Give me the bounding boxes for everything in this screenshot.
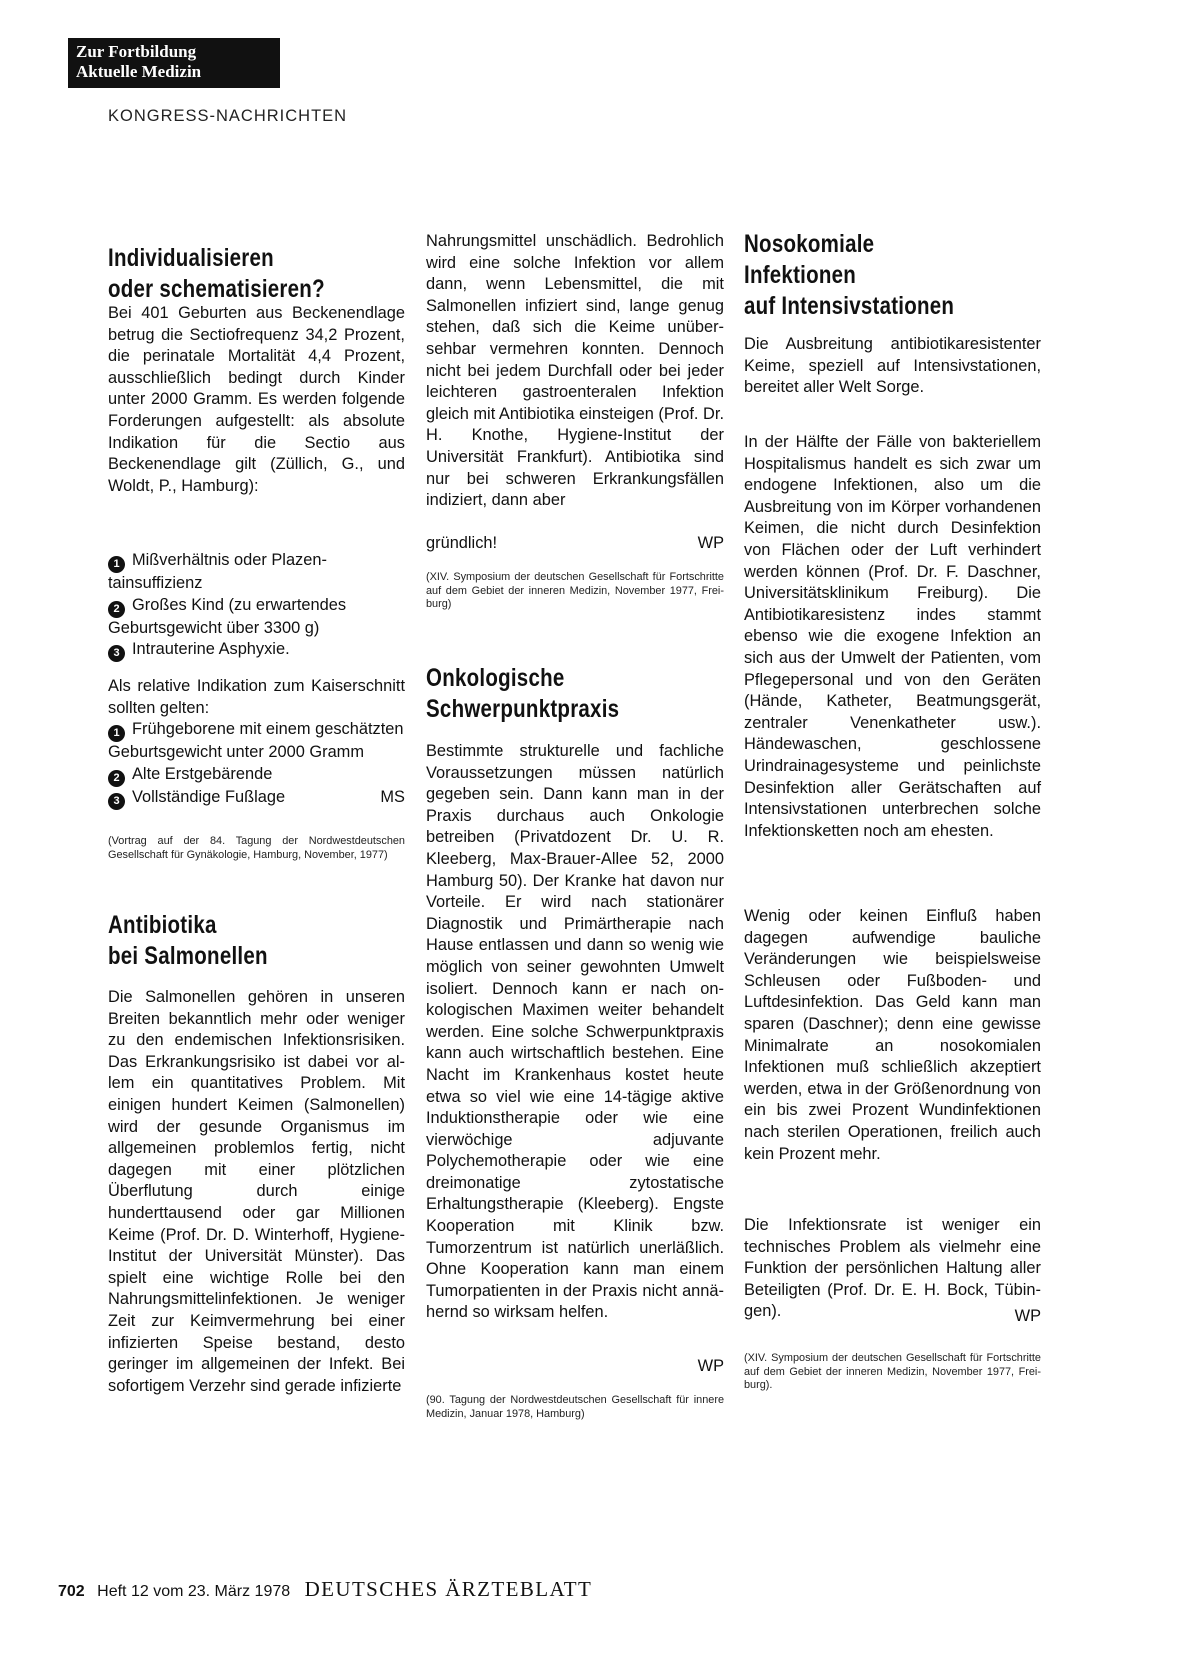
author-signature: WP (1014, 1307, 1041, 1325)
article-paragraph: Die Ausbreitung antibiotikaresistenter Keime, speziell auf Intensivstationen, bereitet aller Welt Sorge. (744, 335, 1041, 397)
headline-line: oder schematisieren? (108, 275, 325, 303)
headline-line: bei Salmonellen (108, 942, 268, 970)
article-paragraph: Nahrungsmittel unschädlich. Bedrohlich wird eine solche Infektion vor allem dann, wenn Lebensmittel, die mit Salmonellen infiziert sind, lange genug stehen, daß sich die Keime unübersehbar vermehren konnten. Dennoch nicht bei jedem Durchfall oder bei jeder leichteren gastroenteralen Infektion gleich mit Antibiotika einsteigen (Prof. Dr. H. Knothe, Hygiene-Institut der Universität Frankfurt). Antibiotika sind nur bei schweren Erkrankungsfällen indiziert, dann aber (426, 232, 724, 510)
magazine-title: DEUTSCHES ÄRZTEBLATT (304, 1577, 593, 1601)
headline-nosokomiale (744, 229, 988, 322)
number-2-badge: 2 (108, 601, 125, 618)
headline-line: Nosokomiale (744, 230, 875, 258)
article-paragraph: Wenig oder keinen Einfluß haben dagegen aufwendige bauliche Veränderungen wie beispielsweise Schleusen oder Fußboden- und Luftdesinfektion. Das Geld kann man sparen (Daschner); denn eine gewisse Minimalrate an nosokomialen Infektionen muß schließlich akzeptiert werden, etwa in der Größenordnung von ein bis zwei Prozent Wundinfektionen nach sterilen Operationen, freilich auch kein Prozent mehr. (744, 907, 1041, 1163)
author-signature: MS (380, 787, 405, 806)
source-note: (Vortrag auf der 84. Tagung der Nordwestdeutschen Gesellschaft für Gynäkologie, Hamburg, November, 1977) (108, 835, 405, 861)
headline-line: auf Intensivstationen (744, 292, 955, 320)
source-note: (90. Tagung der Nordwestdeutschen Gesellschaft für innere Medizin, Januar 1978, Hamburg) (426, 1394, 724, 1420)
list-item: 1 Mißverhältnis oder Plazentainsuffizienz (108, 551, 327, 592)
source-note: (XIV. Symposium der deutschen Gesellschaft für Fortschritte auf dem Gebiet der inneren Medizin, November 1977, Freiburg). (744, 1352, 1041, 1392)
relative-indications (108, 676, 405, 810)
headline-individualisieren (108, 243, 352, 305)
list-item: 3 Intrauterine Asphyxie. (108, 639, 405, 662)
category-line-2: Aktuelle Medizin (76, 62, 202, 81)
section-title: KONGRESS-NACHRICHTEN (108, 107, 348, 125)
absolute-indications-list (108, 550, 405, 662)
number-1-badge: 1 (108, 725, 125, 742)
list-item: 1 Frühgeborene mit einem geschätzten Geburtsgewicht unter 2000 Gramm (108, 720, 404, 762)
page-number: 702 (58, 1583, 85, 1600)
issue-date: Heft 12 vom 23. März 1978 (97, 1583, 291, 1600)
article-paragraph: Die Infektionsrate ist weniger ein technisches Problem als vielmehr eine Funktion der persönlichen Haltung aller Beteiligten (Prof. Dr. E. H. Bock, Tübingen). (744, 1216, 1041, 1321)
article-paragraph: Bei 401 Geburten aus Beckenendlage betrug die Sectiofrequenz 34,2 Prozent, die perinatale Mortalität 4,4 Prozent, ausschließlich bedingt durch Kinder unter 2000 Gramm. Es werden folgende Forderungen aufgestellt: als absolute Indikation für die Sectio aus Beckenendlage gilt (Züllich, G., und Woldt, P., Hamburg): (108, 304, 405, 495)
headline-line: Schwerpunktpraxis (426, 695, 620, 723)
source-note: (XIV. Symposium der deutschen Gesellschaft für Fortschritte auf dem Gebiet der inneren Medizin, November 1977, Freiburg) (426, 571, 724, 611)
headline-line: Antibiotika (108, 911, 217, 939)
paragraph-last-line: gründlich! (426, 534, 498, 552)
headline-line: Onkologische (426, 664, 565, 692)
number-2-badge: 2 (108, 770, 125, 787)
list-item: 2 Großes Kind (zu erwartendes Geburtsgewicht über 3300 g) (108, 595, 347, 637)
number-3-badge: 3 (108, 793, 125, 810)
paragraph-end (426, 533, 724, 555)
author-signature: WP (697, 534, 724, 552)
headline-line: Infektionen (744, 261, 857, 289)
list-item: 2 Alte Erstgebärende (108, 764, 405, 787)
article-paragraph: Bestimmte strukturelle und fachliche Voraussetzungen müssen natürlich gegeben sein. Dann kann man in der Praxis durchaus auch Onkologie betreiben (Privatdozent Dr. U. R. Kleeberg, Max-Brauer-Allee 52, 2000 Hamburg 50). Der Kranke hat davon nur Vorteile. Er wird nach stationärer Diagnostik und Primärtherapie nach Hause entlassen und dann so wenig wie möglich von seiner gewohnten Umwelt isoliert. Dennoch kann er nach onkologischen Maximen weiter behandelt werden. Eine solche Schwerpunktpraxis kann auch wirtschaftlich bestehen. Eine Nacht im Krankenhaus kostet heute etwa so viel wie eine 14-tägige aktive Induktionstherapie oder wie eine vierwöchige adjuvante Polychemotherapie oder wie eine dreimonatige zytostatische Erhaltungstherapie (Kleeberg). Engste Kooperation mit Klinik bzw. Tumorzentrum ist natürlich unerläßlich. Ohne Kooperation kann man einem Tumorpatienten in der Praxis nicht annähernd so wirksam helfen. (426, 742, 724, 1322)
headline-antibiotika (108, 910, 352, 972)
headline-onkologische (426, 663, 670, 725)
category-line-1: Zur Fortbildung (76, 42, 197, 61)
article-paragraph: In der Hälfte der Fälle von bakteriellem Hospitalismus handelt es sich zwar um endogene Infektionen, also um die Ausbreitung von im Körper vorhandenen Keimen, die nicht durch Desinfektion von Flächen oder der Luft verhindert werden können (Prof. Dr. F. Daschner, Universitätsklinikum Freiburg). Die Antibiotikaresistenz indes stammt ebenso wie die exogene Infektion an sich aus der Umwelt der Patienten, vom Pflegepersonal und von den Geräten (Hände, Katheter, Beatmungsgerät, zentraler Venenkatheter usw.). Händewaschen, geschlossene Urindrainagesysteme und peinlichste Desinfektion aller Gerätschaften auf Intensivstationen unterbrechen solche Infektionsketten noch am ehesten. (744, 433, 1041, 840)
category-label (68, 38, 280, 88)
headline-line: Individualisieren (108, 244, 274, 272)
number-1-badge: 1 (108, 556, 125, 573)
page-footer (58, 1577, 592, 1602)
number-3-badge: 3 (108, 645, 125, 662)
article-paragraph: Die Salmonellen gehören in unseren Breiten bekanntlich mehr oder weniger zu den endemischen Infektionsrisiken. Das Erkrankungsrisiko ist dabei vor allem ein quantitatives Problem. Mit einigen hundert Keimen (Salmonellen) wird der gesunde Organismus im allgemeinen problemlos fertig, nicht dagegen mit einer plötzlichen Überflutung durch einige hunderttausend oder gar Millionen Keime (Prof. Dr. D. Winterhoff, Hygiene-Institut der Universität Münster). Das spielt eine wichtige Rolle bei den Nahrungsmittelinfektionen. Je weniger Zeit zur Keimvermehrung bei einer infizierten Speise bestand, desto geringer im allgemeinen der Infekt. Bei sofortigem Verzehr sind gerade infizierte (108, 988, 405, 1395)
author-signature: WP (697, 1357, 724, 1375)
relative-intro: Als relative Indikation zum Kaiserschnitt sollten gelten: (108, 677, 405, 717)
list-item: 3 Vollständige Fußlage MS (108, 787, 405, 810)
